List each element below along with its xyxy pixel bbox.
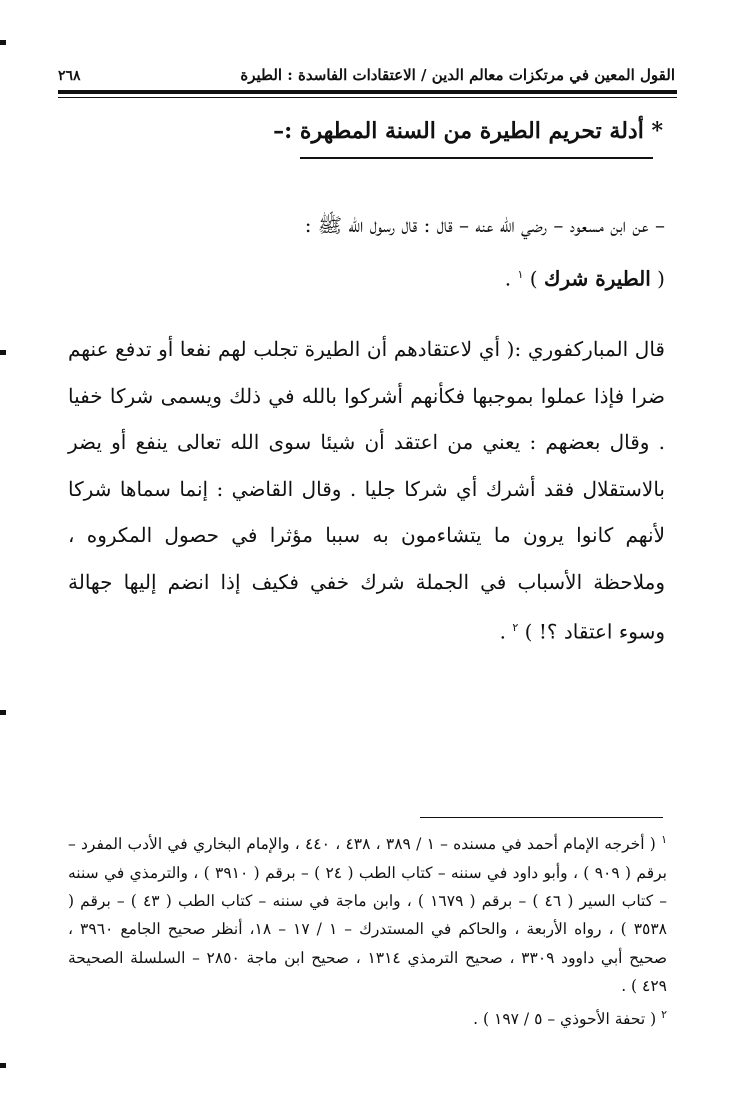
commentary-paragraph — [68, 326, 665, 655]
header-title: القول المعين في مرتكزات معالم الدين / الاعتقادات الفاسدة : الطيرة — [240, 66, 675, 84]
hadith-block — [68, 200, 665, 304]
running-header — [58, 54, 675, 84]
hadith-quote: الطيرة شرك — [543, 266, 651, 291]
scan-edge-mark — [0, 710, 6, 715]
section-title: * أدلة تحريم الطيرة من السنة المطهرة :– — [273, 118, 663, 144]
hadith-intro: – عن ابن مسعود – رضي الله عنه – قال : قال رسول الله ﷺ : — [304, 213, 665, 237]
hadith-close-paren: ) — [529, 266, 544, 291]
scan-edge-mark — [0, 40, 6, 45]
scan-edge-mark — [0, 350, 6, 355]
header-rule-thin — [58, 97, 677, 98]
hadith-end: . — [504, 266, 518, 291]
footnote-ref-2: ٢ — [512, 621, 519, 634]
footnote-number: ٢ — [661, 1007, 667, 1021]
page-number: ٢٦٨ — [58, 68, 81, 84]
footnotes — [68, 826, 667, 1033]
commentary-text: قال المباركفوري :( أي لاعتقادهم أن الطيرة تجلب لهم نفعا أو تدفع عنهم ضرا فإذا عملوا بموجبها فكأنهم أشركوا بالله في ذلك ويسمى شركا خفيا . وقال بعضهم : يعني من اعتقد أن شيئا سوى الله تعالى ينفع أو يضر بالاستقلال فقد أشرك أي شركا جليا . وقال القاضي : إنما سماها شركا لأنهم كانوا يرون ما يتشاءمون به سببا مؤثرا في حصول المكروه ، وملاحظة الأسباب في الجملة شرك خفي فكيف إذا انضم إليها جهالة وسوء اعتقاد ؟! ) — [68, 337, 665, 644]
hadith-open-paren: ( — [650, 266, 665, 291]
footnote-ref-1: ١ — [517, 268, 524, 281]
footnote-1 — [68, 826, 667, 1001]
footnote-2 — [68, 1001, 667, 1034]
scan-edge-mark — [0, 1063, 6, 1068]
hadith-text — [68, 250, 665, 304]
header-rule-thick — [58, 90, 677, 94]
footnote-number: ١ — [661, 833, 668, 846]
footnote-separator — [420, 817, 663, 818]
commentary-end: . — [499, 619, 513, 644]
section-title-underline — [300, 157, 653, 159]
footnote-text: ( تحفة الأحوذي – ٥ / ١٩٧ ) . — [473, 1009, 657, 1028]
footnote-text: ( أخرجه الإمام أحمد في مسنده – ١ / ٣٨٩ ، ٤٣٨ ، ٤٤٠ ، والإمام البخاري في الأدب المفرد – برقم ( ٩٠٩ ) ، وأبو داود في سننه – كتاب الطب ( ٢٤ ) – برقم ( ٣٩١٠ ) ، والترمذي في سننه – كتاب السير ( ٤٦ ) – برقم ( ١٦٧٩ ) ، وابن ماجة في سننه – كتاب الطب ( ٤٣ ) – برقم ( ٣٥٣٨ ) ، رواه الأربعة ، والحاكم في المستدرك – ١ / ١٧ – ١٨، أنظر صحيح الجامع ٣٩٦٠ ، صحيح أبي داوود ٣٣٠٩ ، صحيح الترمذي ١٣١٤ ، صحيح ابن ماجة ٢٨٥٠ – السلسلة الصحيحة ٤٢٩ ) . — [68, 835, 667, 996]
